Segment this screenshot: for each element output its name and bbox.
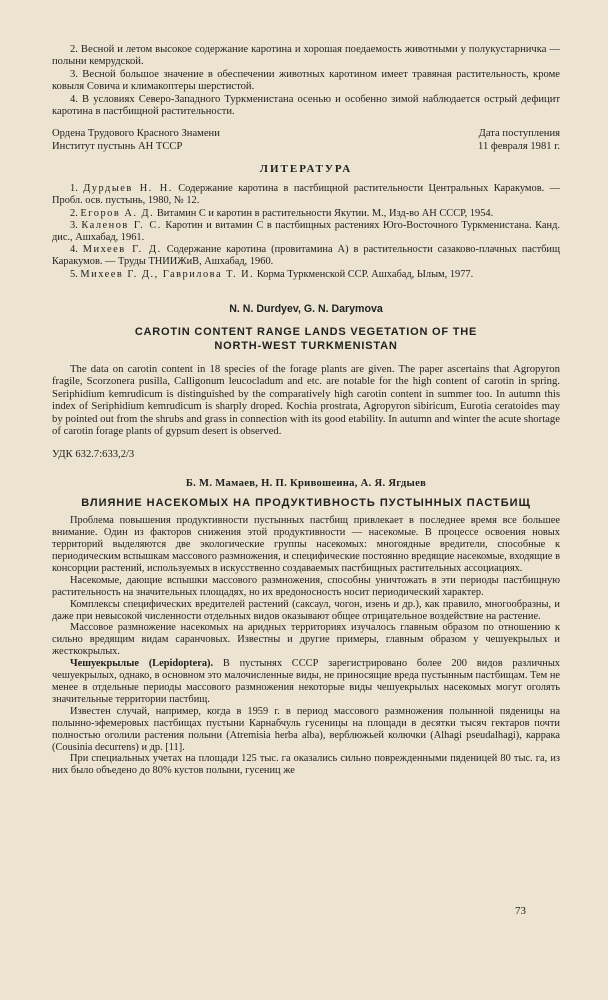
ref-text: Содержание каротина в пастбищной растительности Центральных Каракумов. — Пробл. осв. пустынь, 1980, № 12. — [52, 183, 560, 207]
institution-line: Институт пустынь АН ТССР — [52, 140, 183, 152]
institution — [52, 128, 220, 153]
ref-text: Содержание каротина (провитамина А) в растительности сазаково-плачных пастбищ Каракумов. — Труды ТНИИЖиВ, Ашхабад, 1960. — [52, 244, 560, 268]
affiliation-block — [52, 128, 560, 153]
page-number: 73 — [515, 905, 526, 917]
ref-number: 5. — [70, 268, 78, 280]
body-paragraph: Известен случай, например, когда в 1959 г. в период массового размножения полынной пяденицы на полынно-эфемеровых пастбищах пустыни Карнабчуль гусеницы на площади в десятки тысяч гектаров почти полностью оголили растения полыни (Atremisia herba alba), верблюжьей колючки (Alhagi pseudalhagi), каррака (Cousinia decurrens) и др. [11]. — [52, 705, 560, 753]
ref-author: Егоров А. Д. — [80, 207, 155, 219]
conclusion-item: 4. В условиях Северо-Западного Туркменистана осенью и особенно зимой наблюдается острый дефицит каротина в пастбищной растительности. — [52, 93, 560, 118]
reference-item — [52, 220, 560, 244]
english-abstract — [52, 363, 560, 437]
ref-text: Витамин С и каротин в растительности Якутии. М., Изд-во АН СССР, 1954. — [156, 207, 494, 219]
body-paragraph: Насекомые, дающие вспышки массового размножения, способны уничтожать в эти периоды пастбищную растительность на значительных площадях, но их вредоносность носит периодический характер. — [52, 574, 560, 598]
literature-heading: ЛИТЕРАТУРА — [259, 163, 353, 176]
english-title-line: NORTH-WEST TURKMENISTAN — [214, 339, 398, 352]
lepidoptera-text: В пустынях СССР зарегистрировано более 200 видов различных чешуекрылых, однако, в основном это малочисленные виды, не приносящие вреда пустынным пастбищам. Тем не менее в отдельные периоды массового размножения некоторые виды чешуекрылых насекомых могут оголять значительные территории пастбищ. — [52, 658, 560, 705]
reference-item — [52, 244, 560, 268]
ref-text: Корма Туркменской ССР. Ашхабад, Ылым, 1977. — [256, 268, 474, 280]
received-label: Дата поступления — [478, 128, 560, 140]
ref-number: 4. — [70, 244, 78, 256]
abstract-text: The data on carotin content in 18 species of the forage plants are given. The paper ascertains that Agropyron fragile, Scorzonera pusilla, Calligonum leucocladum and etc. are notable for the high content of carotin in spring. Seriphidium kemrudicum is distinguished by the comparatively high carotin content in summer too. In autumn this index of Seriphidium kemrudicum is sharply droped. Kochia prostrata, Agropyron sibiricum, Eurotia ceratoides may by pointed out from the shrubs and grass in connection with its good etability. In autumn and winter the acute shortage of carotin forage plants of gypsum desert is observed. — [52, 362, 560, 437]
received-value: 11 февраля 1981 г. — [478, 140, 560, 152]
ref-text: Каротин и витамин С в пастбищных растениях Юго-Восточного Туркменистана. Канд. дис., Ашхабад, 1961. — [52, 219, 560, 244]
ref-number: 1. — [70, 183, 78, 195]
article-title: ВЛИЯНИЕ НАСЕКОМЫХ НА ПРОДУКТИВНОСТЬ ПУСТЫННЫХ ПАСТБИЩ — [81, 497, 531, 510]
english-authors: N. N. Durdyev, G. N. Darymova — [229, 302, 383, 315]
reference-list — [52, 183, 560, 281]
body-paragraph: Массовое размножение насекомых на аридных территориях изучалось главным образом по отношению к сильно вредящим видам саранчовых. Известны и другие примеры, главным образом у чешуекрылых и жесткокрылых. — [52, 622, 560, 658]
conclusion-item: 2. Весной и летом высокое содержание каротина и хорошая поедаемость животными у полукустарничка — полыни кемрудской. — [52, 44, 560, 68]
ref-author: Каленов Г. С. — [81, 219, 162, 231]
ref-number: 3. — [70, 219, 78, 231]
body-paragraph: Проблема повышения продуктивности пустынных пастбищ привлекает в последнее время все большее внимание. Один из факторов снижения этой продуктивности — насекомые. В процессе освоения новых территорий выделяются две экологические группы насекомых: многоядные вредители, способные к периодическим вспышкам массового размножения, и специфические постоянно вредящие насекомые, входящие в консорции растений, используемых в искусственно создаваемых пастбищных растительных ассоциациях. — [52, 515, 560, 574]
reference-item — [52, 269, 560, 281]
ref-author: Михеев Г. Д., Гаврилова Т. И. — [80, 268, 255, 280]
article-authors: Б. М. Мамаев, Н. П. Кривошеина, А. Я. Ягдыев — [185, 478, 427, 490]
reference-item — [52, 183, 560, 207]
lepidoptera-term: Чешуекрылые (Lepidoptera). — [70, 658, 214, 670]
english-title-line: CAROTIN CONTENT RANGE LANDS VEGETATION OF THE — [134, 325, 478, 338]
ref-author: Дурдыев Н. Н. — [83, 183, 173, 195]
institution-line: Ордена Трудового Красного Знамени — [52, 128, 220, 140]
reference-item — [52, 208, 560, 220]
udk-code: УДК 632.7:633,2/3 — [52, 449, 135, 461]
ref-author: Михеев Г. Д. — [82, 244, 162, 256]
english-title — [52, 325, 560, 353]
ref-number: 2. — [70, 207, 78, 219]
article-body — [52, 515, 560, 777]
conclusion-item: 3. Весной большое значение в обеспечении животных каротином имеет травяная растительность, кроме ковыля Совича и климакоптеры шерстистой. — [52, 68, 560, 93]
body-paragraph — [52, 658, 560, 706]
received-date — [478, 128, 560, 153]
conclusions-list — [52, 44, 560, 118]
body-paragraph: При специальных учетах на площади 125 тыс. га оказались сильно поврежденными пяденицей 80 тыс. га, из них было объедено до 80% кустов полыни, гусениц же — [52, 753, 560, 777]
body-paragraph: Комплексы специфических вредителей растений (саксаул, чогон, изень и др.), как правило, многообразны, и даже при невысокой численности отдельных видов оказывают общее отрицательное воздействие на растение. — [52, 598, 560, 622]
